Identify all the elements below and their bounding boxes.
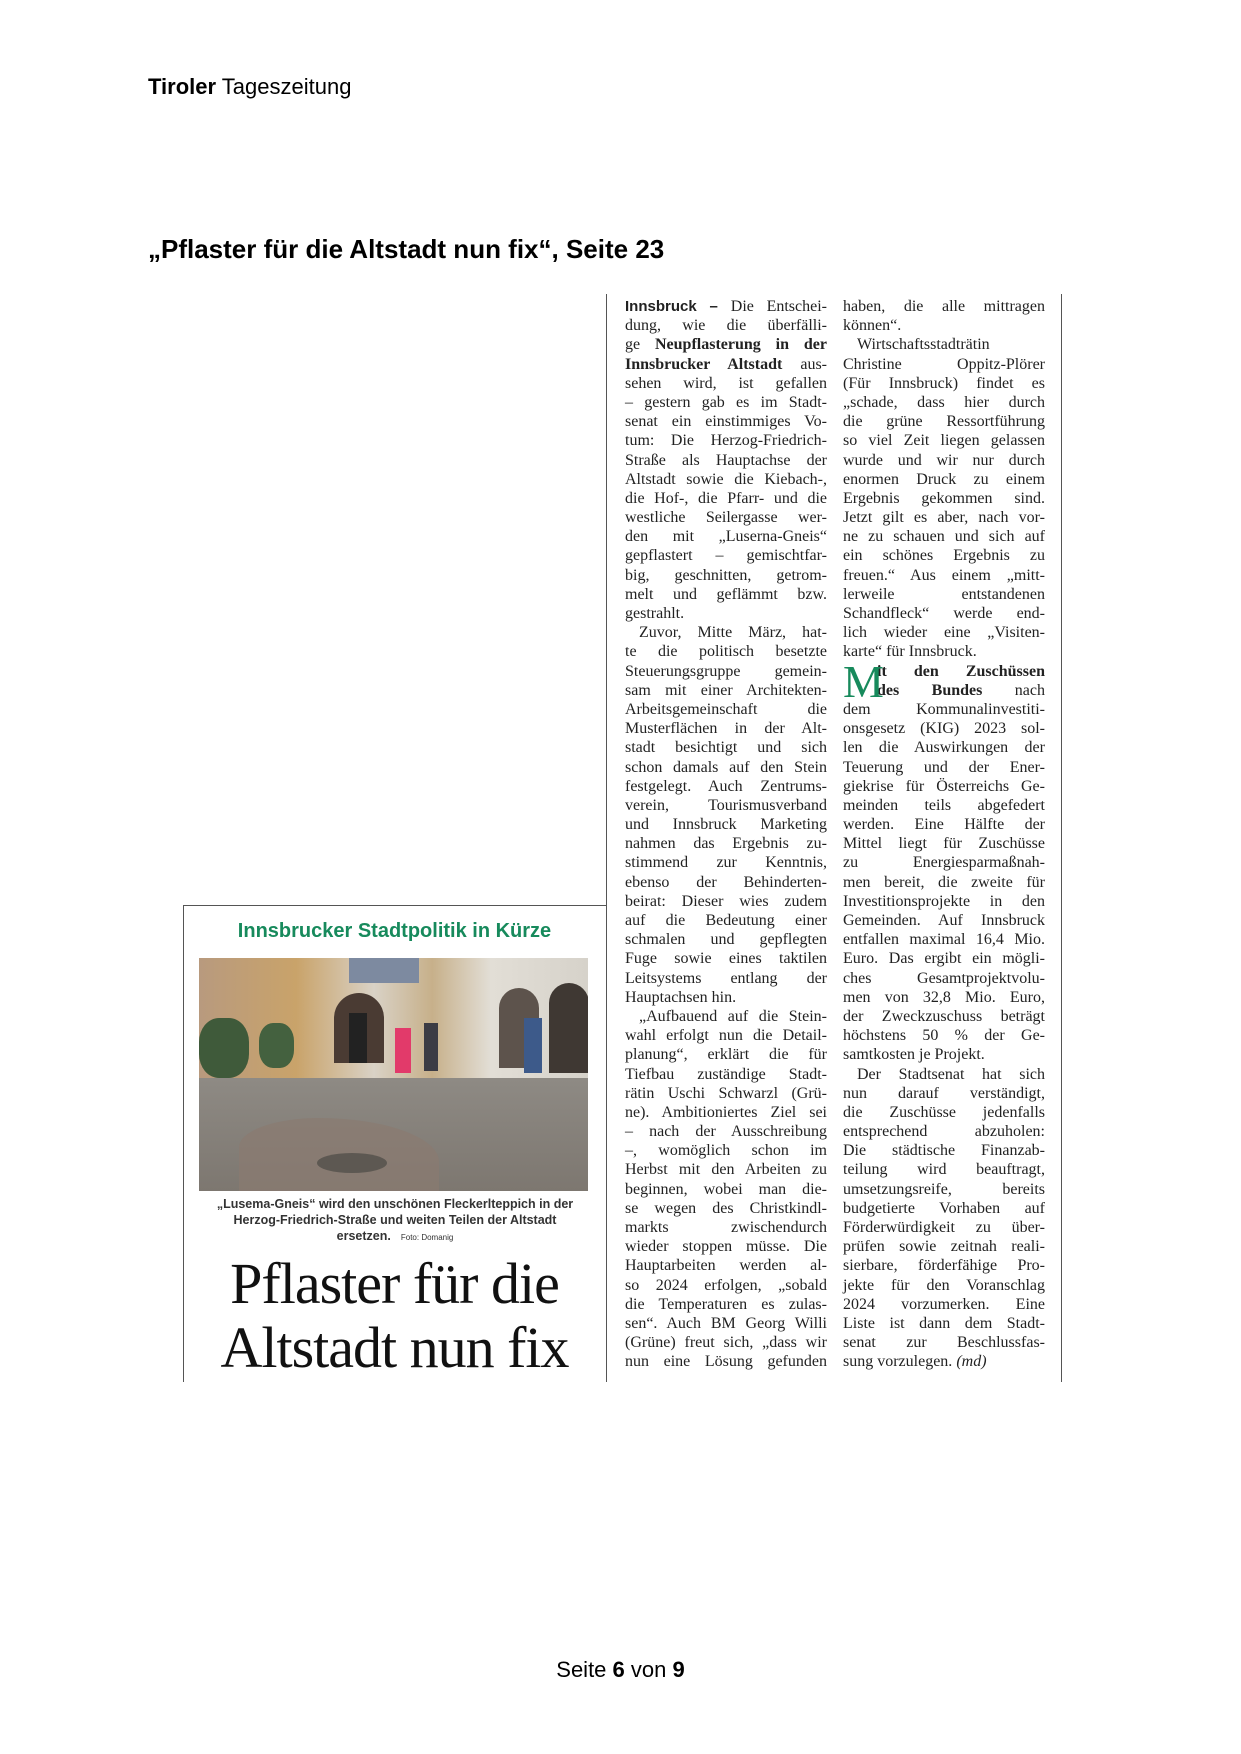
text-line — [843, 738, 1045, 757]
text-line — [625, 758, 827, 777]
text-segment: se wegen des Christkindl- — [625, 1199, 827, 1217]
text-segment: freuen.“ Aus einem „mitt- — [843, 566, 1045, 584]
text-segment: Innsbrucker Altstadt — [625, 355, 783, 373]
text-line — [625, 489, 827, 508]
text-line — [843, 1141, 1045, 1160]
text-segment: Euro. Das ergibt ein mögli- — [843, 950, 1045, 968]
text-segment: men von 32,8 Mio. Euro, — [843, 988, 1045, 1006]
text-segment: haben, die alle mittragen — [843, 298, 1045, 315]
text-segment: stimmend zur Kenntnis, — [625, 854, 827, 872]
text-line — [843, 758, 1045, 777]
text-segment: Straße als Hauptachse der — [625, 451, 827, 469]
text-segment: Innsbruck – — [625, 298, 731, 315]
text-segment: ne zu schauen und sich auf — [843, 528, 1045, 546]
text-line — [843, 988, 1045, 1007]
text-line — [625, 1276, 827, 1295]
text-line — [843, 508, 1045, 527]
text-line — [625, 1103, 827, 1122]
text-line — [843, 355, 1045, 374]
text-line — [625, 700, 827, 719]
current-page: 6 — [612, 1657, 625, 1682]
text-segment: Die städtische Finanzab- — [843, 1142, 1045, 1160]
text-segment: auf die Bedeutung einer — [625, 912, 827, 929]
text-line — [625, 1007, 827, 1026]
page-middle: von — [624, 1657, 673, 1682]
text-line — [625, 451, 827, 470]
text-line — [625, 815, 827, 834]
text-segment: senat ein einstimmiges Vo- — [625, 413, 827, 431]
text-segment: entsprechend abzuholen: — [843, 1123, 1045, 1141]
column-rule-left — [606, 294, 607, 1382]
text-line — [625, 1065, 827, 1084]
text-segment: schmalen und gepflegten — [625, 931, 827, 949]
text-line — [625, 585, 827, 604]
text-line — [843, 566, 1045, 585]
text-segment: onsgesetz (KIG) 2023 sol- — [843, 720, 1045, 738]
text-line — [625, 1352, 827, 1371]
column-rule-right — [1061, 294, 1062, 1382]
text-segment: gepflastert – gemischtfar- — [625, 547, 827, 565]
text-segment: ebenso der Behinderten- — [625, 873, 827, 891]
text-segment: samtkosten je Projekt. — [843, 1046, 985, 1064]
text-line — [625, 566, 827, 585]
text-segment: enormen Druck zu einem — [843, 470, 1045, 488]
brand-bold: Tiroler — [148, 74, 217, 99]
text-line — [843, 1256, 1045, 1275]
text-line — [843, 1084, 1045, 1103]
page-prefix: Seite — [556, 1657, 613, 1682]
text-segment: jekte für den Voranschlag — [843, 1276, 1045, 1294]
text-segment: Investitionsprojekte in den — [843, 892, 1045, 910]
text-segment: sehen wird, ist gefallen — [625, 374, 827, 392]
text-segment: Tiefbau zuständige Stadt- — [625, 1065, 827, 1083]
drop-cap: M — [843, 655, 884, 707]
text-line — [843, 316, 1045, 335]
text-segment: die grüne Ressortführung — [843, 413, 1045, 431]
text-line — [625, 1295, 827, 1314]
text-segment: men bereit, die zweite für — [843, 873, 1045, 891]
text-line — [843, 393, 1045, 412]
text-line — [843, 374, 1045, 393]
text-line — [625, 1122, 827, 1141]
text-line — [843, 1276, 1045, 1295]
text-line — [625, 988, 827, 1007]
text-segment: rätin Uschi Schwarzl (Grü- — [625, 1084, 827, 1102]
text-line — [843, 1122, 1045, 1141]
text-line — [625, 949, 827, 968]
text-line — [625, 316, 827, 335]
text-segment: planung“, erklärt die für — [625, 1046, 827, 1064]
text-segment: höchstens 50 % der Ge- — [843, 1027, 1045, 1045]
text-line — [843, 1180, 1045, 1199]
text-line — [625, 642, 827, 661]
text-segment: (Für Innsbruck) findet es — [843, 374, 1045, 392]
text-line — [625, 1180, 827, 1199]
text-segment: melt und geflämmt bzw. — [625, 585, 827, 603]
text-segment: prüfen sowie zeitnah reali- — [843, 1238, 1045, 1256]
text-segment: nun eine Lösung gefunden — [625, 1353, 827, 1371]
text-segment: Die Entschei- — [730, 298, 827, 315]
text-segment: die Temperaturen es zulas- — [625, 1295, 827, 1313]
text-line — [625, 969, 827, 988]
text-segment: Hauptachsen hin. — [625, 988, 737, 1006]
text-line — [625, 662, 827, 681]
text-line — [625, 1314, 827, 1333]
text-segment: zu Energiesparmaßnah- — [843, 854, 1045, 872]
text-segment: dung, wie die überfälli- — [625, 317, 827, 335]
text-line — [843, 873, 1045, 892]
text-segment: Arbeitsgemeinschaft die — [625, 700, 827, 718]
text-line — [625, 1256, 827, 1275]
text-line — [843, 777, 1045, 796]
text-segment: Steuerungsgruppe gemein- — [625, 662, 827, 680]
text-line — [625, 623, 827, 642]
text-segment: aus- — [782, 355, 827, 373]
text-line — [843, 546, 1045, 565]
text-line — [625, 892, 827, 911]
text-segment: ein schönes Ergebnis zu — [843, 547, 1045, 565]
caption-text: „Lusema-Gneis“ wird den unschönen Fleckerlteppich in der Herzog-Friedrich-Straße und weiten Teilen der Altstadt ersetzen. — [216, 1197, 574, 1243]
text-segment: festgelegt. Auch Zentrums- — [625, 777, 827, 795]
text-segment: verein, Tourismusverband — [625, 796, 827, 814]
text-line — [843, 1237, 1045, 1256]
document-title: „Pflaster für die Altstadt nun fix“, Seite 23 — [148, 234, 665, 264]
text-line — [625, 1237, 827, 1256]
text-line — [843, 451, 1045, 470]
text-segment: te die politisch besetzte — [625, 643, 827, 661]
text-line — [625, 546, 827, 565]
text-line — [625, 355, 827, 374]
text-segment: Hauptarbeiten werden al- — [625, 1257, 827, 1275]
brand-regular: Tageszeitung — [216, 74, 352, 99]
text-line — [843, 431, 1045, 450]
text-line — [625, 777, 827, 796]
text-line — [625, 527, 827, 546]
text-line — [625, 412, 827, 431]
text-segment: schon damals auf den Stein — [625, 758, 827, 776]
text-segment: wurde und wir nur durch — [843, 451, 1045, 469]
text-segment: „Aufbauend auf die Stein- — [639, 1007, 827, 1025]
text-line — [625, 431, 827, 450]
text-segment: sam mit einer Architekten- — [625, 681, 827, 699]
text-line — [843, 604, 1045, 623]
text-segment: nun darauf verständigt, — [843, 1084, 1045, 1102]
text-line — [843, 930, 1045, 949]
text-line — [843, 911, 1045, 930]
text-segment: budgetierte Vorhaben auf — [843, 1199, 1045, 1217]
text-segment: ge — [625, 336, 655, 354]
text-line — [843, 719, 1045, 738]
text-line — [625, 1160, 827, 1179]
text-line — [625, 1218, 827, 1237]
text-line — [843, 623, 1045, 642]
text-segment: – gestern gab es im Stadt- — [625, 393, 827, 411]
text-segment: teilung wird beauftragt, — [843, 1161, 1045, 1179]
text-segment: Neupflasterung in der — [655, 336, 827, 354]
text-segment: Förderwürdigkeit zu über- — [843, 1219, 1045, 1236]
text-segment: westliche Seilergasse wer- — [625, 509, 827, 527]
text-segment: beginnen, wobei man die- — [625, 1180, 827, 1198]
text-line — [625, 853, 827, 872]
text-line — [843, 1218, 1045, 1237]
text-line — [843, 1295, 1045, 1314]
text-line — [843, 1199, 1045, 1218]
text-line — [625, 335, 827, 354]
text-line — [843, 297, 1045, 316]
text-segment: der Zweckzuschuss beträgt — [843, 1007, 1045, 1025]
text-segment: –, womöglich schon im — [625, 1142, 827, 1160]
headline-line-2: Altstadt nun fix — [220, 1315, 569, 1380]
box-border-top — [183, 905, 606, 906]
text-segment: Christine Oppitz-Plörer — [843, 355, 1045, 373]
text-segment: Ergebnis gekommen sind. — [843, 489, 1045, 507]
text-line — [625, 1084, 827, 1103]
text-segment: Liste ist dann dem Stadt- — [843, 1314, 1045, 1332]
text-segment: lich wieder eine „Visiten- — [843, 624, 1045, 642]
total-pages: 9 — [672, 1657, 685, 1682]
text-segment: Gemeinden. Auf Innsbruck — [843, 912, 1045, 929]
text-segment: Mittel liegt für Zuschüsse — [843, 835, 1045, 853]
text-line — [843, 585, 1045, 604]
text-line — [625, 911, 827, 930]
text-segment: markts zwischendurch — [625, 1219, 827, 1236]
text-segment: wahl erfolgt nun die Detail- — [625, 1027, 827, 1045]
text-line — [843, 1007, 1045, 1026]
text-line — [843, 1103, 1045, 1122]
text-line — [843, 892, 1045, 911]
text-segment: ches Gesamtprojektvolu- — [843, 969, 1045, 987]
text-line — [625, 1045, 827, 1064]
text-line — [625, 604, 827, 623]
text-segment: 2024 vorzumerken. Eine — [843, 1295, 1045, 1313]
article-headline — [183, 1252, 606, 1380]
text-segment: big, geschnitten, getrom- — [625, 566, 827, 584]
article-photo — [199, 958, 588, 1191]
text-segment: giekrise für Österreichs Ge- — [843, 777, 1045, 795]
text-line — [843, 1026, 1045, 1045]
text-line — [625, 930, 827, 949]
text-segment: Zuvor, Mitte März, hat- — [639, 624, 827, 642]
article-column-2 — [843, 297, 1045, 1372]
text-line — [843, 949, 1045, 968]
text-line — [625, 297, 827, 316]
text-segment: senat zur Beschlussfas- — [843, 1334, 1045, 1352]
text-segment: Der Stadtsenat hat sich — [857, 1065, 1045, 1083]
text-line — [843, 1352, 1045, 1371]
photo-credit: Foto: Domanig — [400, 1233, 454, 1242]
text-segment: Leitsystems entlang der — [625, 969, 827, 987]
text-segment: meinden teils abgefedert — [843, 796, 1045, 814]
text-segment: so viel Zeit liegen gelassen — [843, 432, 1045, 450]
text-segment: stadt besichtigt und sich — [625, 739, 827, 757]
text-line — [625, 374, 827, 393]
text-segment: dem Kommunalinvestiti- — [843, 700, 1045, 718]
text-segment: Schandfleck“ werde end- — [843, 605, 1045, 622]
text-line — [625, 508, 827, 527]
article-column-1 — [625, 297, 827, 1372]
text-line — [843, 796, 1045, 815]
text-line — [843, 1065, 1045, 1084]
text-line — [843, 412, 1045, 431]
text-line — [843, 470, 1045, 489]
text-segment: – nach der Ausschreibung — [625, 1123, 827, 1141]
text-segment: karte“ für Innsbruck. — [843, 643, 977, 661]
text-segment: (Grüne) freut sich, „dass wir — [625, 1334, 827, 1352]
text-segment: wieder stoppen müsse. Die — [625, 1238, 827, 1256]
text-line — [843, 815, 1045, 834]
text-segment: Herbst mit den Arbeiten zu — [625, 1161, 827, 1179]
text-line — [843, 489, 1045, 508]
text-segment: umsetzungsreife, bereits — [843, 1180, 1045, 1198]
text-line — [625, 873, 827, 892]
text-segment: Fuge sowie eines taktilen — [625, 950, 827, 968]
text-line — [625, 470, 827, 489]
text-segment: tum: Die Herzog-Friedrich- — [625, 432, 827, 450]
text-segment: können“. — [843, 317, 902, 335]
text-segment: Altstadt sowie die Kiebach-, — [625, 470, 827, 488]
text-line — [625, 1199, 827, 1218]
text-segment: ne). Ambitioniertes Ziel sei — [625, 1103, 827, 1121]
text-line — [843, 834, 1045, 853]
text-line — [843, 1314, 1045, 1333]
text-line — [843, 1160, 1045, 1179]
text-line — [625, 1333, 827, 1352]
text-segment: (md) — [956, 1353, 987, 1371]
text-line — [625, 738, 827, 757]
text-line — [843, 969, 1045, 988]
text-segment: „schade, dass hier durch — [843, 393, 1045, 411]
headline-line-1: Pflaster für die — [230, 1251, 559, 1316]
text-segment: lerweile entstandenen — [843, 585, 1045, 603]
text-segment: sierbare, förderfähige Pro- — [843, 1257, 1045, 1275]
text-segment: den mit „Luserna-Gneis“ — [625, 528, 827, 546]
text-line — [843, 853, 1045, 872]
text-line — [843, 1045, 1045, 1064]
text-segment: die Hof-, die Pfarr- und die — [625, 489, 827, 507]
text-segment: nahmen das Ergebnis zu- — [625, 835, 827, 853]
text-segment: len die Auswirkungen der — [843, 739, 1045, 757]
text-line — [625, 681, 827, 700]
text-line — [625, 1026, 827, 1045]
newspaper-name — [148, 74, 351, 100]
text-segment: Teuerung und der Ener- — [843, 758, 1045, 776]
text-line — [625, 796, 827, 815]
text-segment: Musterflächen in der Alt- — [625, 720, 827, 738]
text-segment: beirat: Dieser wies zudem — [625, 892, 827, 910]
text-segment: Wirtschaftsstadträtin — [857, 336, 990, 354]
text-segment: sen“. Auch BM Georg Willi — [625, 1314, 827, 1332]
text-segment: Jetzt gilt es aber, nach vor- — [843, 509, 1045, 527]
text-line — [625, 393, 827, 412]
text-line — [625, 834, 827, 853]
text-segment: nach — [982, 681, 1045, 699]
text-line — [843, 1333, 1045, 1352]
text-segment: die Zuschüsse jedenfalls — [843, 1103, 1045, 1121]
text-segment: und Innsbruck Marketing — [625, 816, 827, 834]
article-kicker: Innsbrucker Stadtpolitik in Kürze — [237, 920, 552, 942]
text-segment: entfallen maximal 16,4 Mio. — [843, 931, 1045, 949]
text-line — [625, 1141, 827, 1160]
text-segment: it den Zuschüssen — [877, 662, 1045, 680]
text-line — [625, 719, 827, 738]
page-number — [0, 1657, 1241, 1683]
text-segment: gestrahlt. — [625, 605, 685, 622]
text-line — [843, 335, 1045, 354]
text-segment: des Bundes — [877, 681, 983, 699]
text-line — [843, 527, 1045, 546]
text-segment: werden. Eine Hälfte der — [843, 816, 1045, 834]
text-segment: sung vorzulegen. — [843, 1353, 957, 1371]
photo-caption — [199, 1196, 591, 1246]
text-segment: so 2024 erfolgen, „sobald — [625, 1276, 827, 1294]
